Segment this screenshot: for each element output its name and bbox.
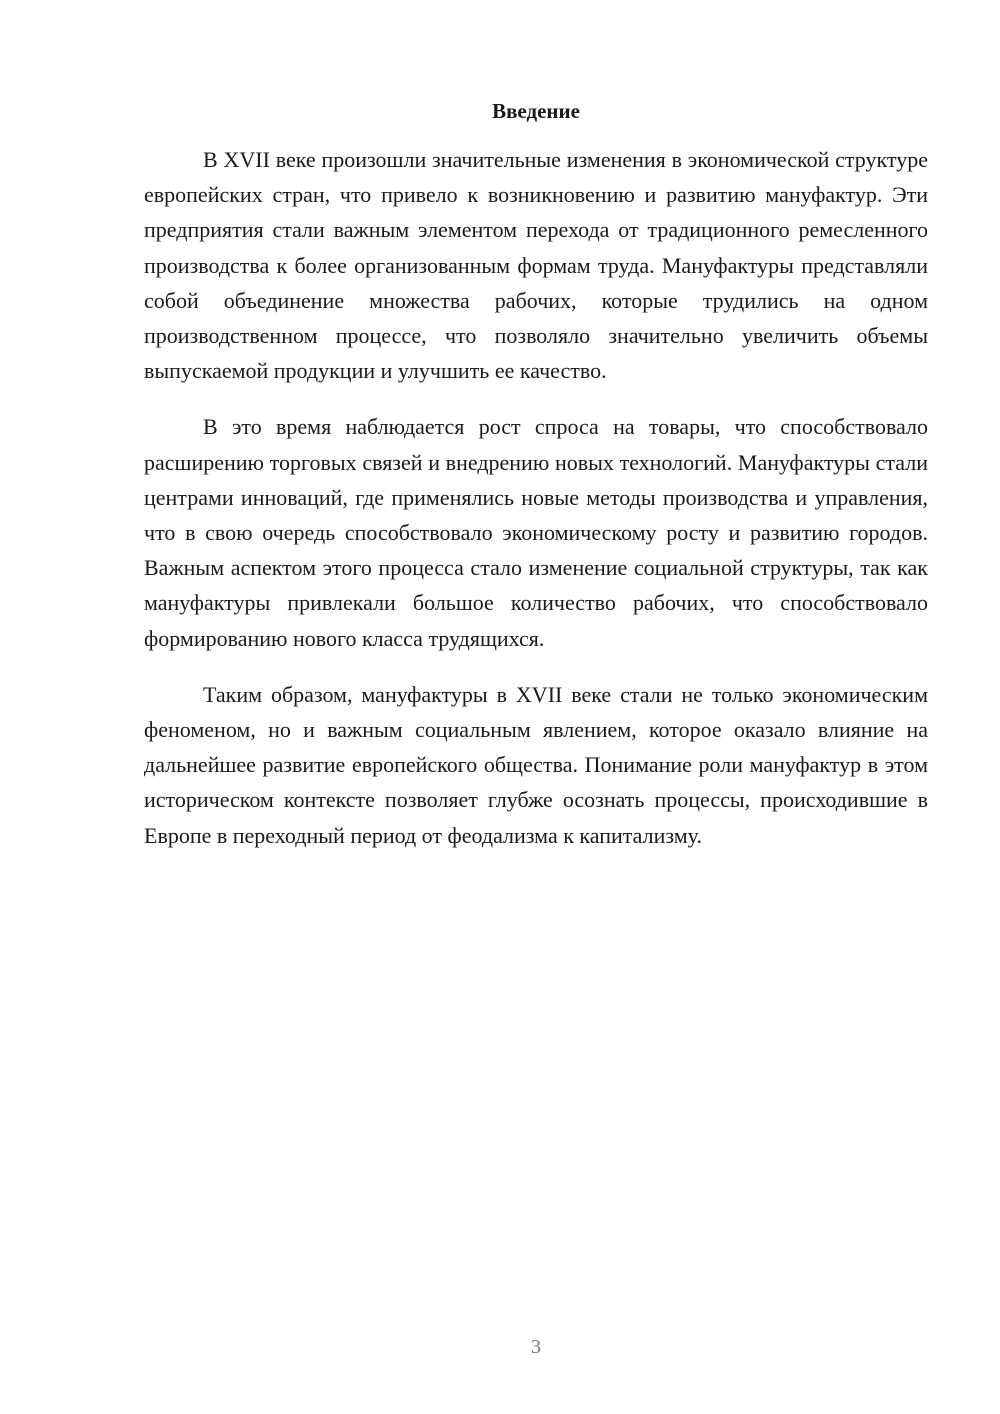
paragraph-1: В XVII веке произошли значительные изменения в экономической структуре европейских стран, что привело к возникновению и развитию мануфактур. Эти предприятия стали важным элементом перехода от традиционного ремесленного производства к более организованным формам труда. Мануфактуры представляли собой объединение множества рабочих, которые трудились на одном производственном процессе, что позволяло значительно увеличить объемы выпускаемой продукции и улучшить ее качество.	[144, 147, 928, 384]
paragraph-3: Таким образом, мануфактуры в XVII веке стали не только экономическим феноменом, но и важным социальным явлением, которое оказало влияние на дальнейшее развитие европейского общества. Понимание роли мануфактур в этом историческом контексте позволяет глубже осознать процессы, происходившие в Европе в переходный период от феодализма к капитализму.	[144, 681, 928, 848]
page-number: 3	[531, 1336, 541, 1358]
body-text	[144, 142, 928, 874]
paragraph-2: В это время наблюдается рост спроса на товары, что способствовало расширению торговых связей и внедрению новых технологий. Мануфактуры стали центрами инноваций, где применялись новые методы производства и управления, что в свою очередь способствовало экономическому росту и развитию городов. Важным аспектом этого процесса стало изменение социальной структуры, так как мануфактуры привлекали большое количество рабочих, что способствовало формированию нового класса трудящихся.	[144, 414, 928, 651]
section-title: Введение	[492, 99, 580, 123]
